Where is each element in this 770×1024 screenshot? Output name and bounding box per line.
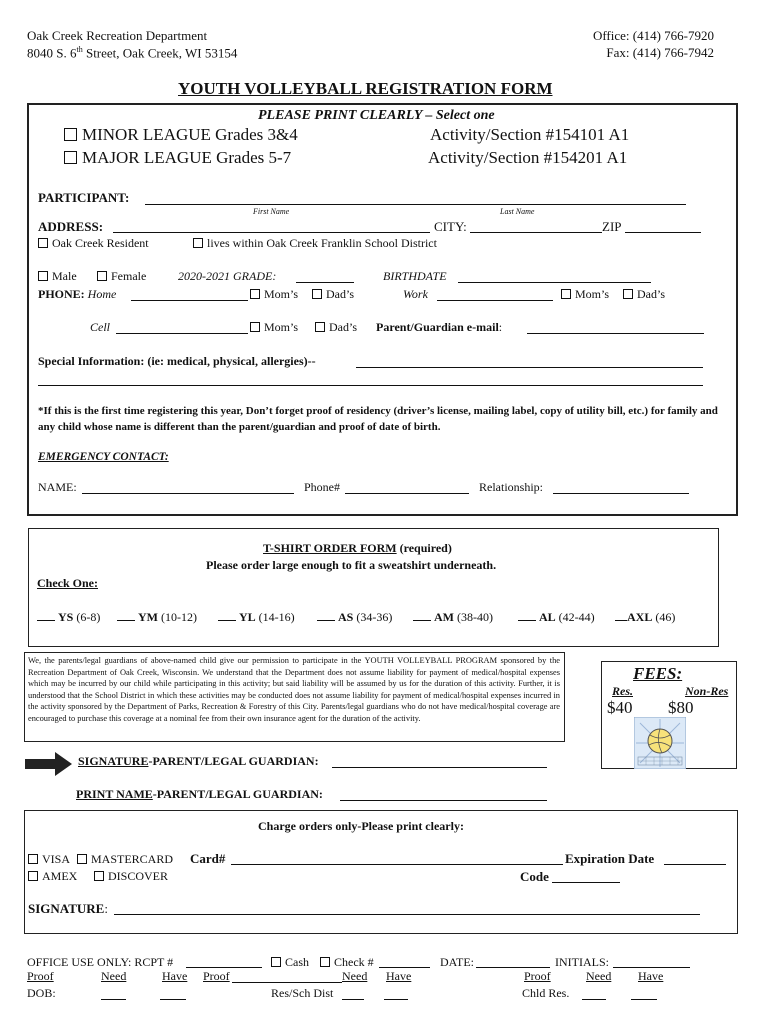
home-dad-option[interactable]: Dad’s [312, 287, 354, 302]
office-date-label: DATE: [440, 955, 474, 969]
chld-res-have-line [631, 999, 657, 1000]
dob-need-line [101, 999, 126, 1000]
charge-heading: Charge orders only-Please print clearly: [258, 819, 464, 833]
fax-number: Fax: (414) 766-7942 [606, 45, 714, 60]
special-info-line-1[interactable] [356, 367, 703, 368]
expiration-line[interactable] [664, 864, 726, 865]
office-use-label: OFFICE USE ONLY: RCPT # [27, 955, 174, 969]
need-label-1: Need [101, 969, 127, 983]
expiration-label: Expiration Date [565, 851, 655, 866]
grade-label: 2020-2021 GRADE: [178, 269, 277, 283]
size-yl-option[interactable]: YL (14-16) [218, 608, 295, 625]
office-date-line [476, 967, 550, 968]
minor-league-option[interactable]: MINOR LEAGUE Grades 3&4 [64, 125, 298, 145]
have-label-2: Have [386, 969, 412, 983]
amex-checkbox[interactable] [28, 871, 38, 881]
mastercard-option[interactable]: MASTERCARD [77, 852, 173, 867]
resident-checkbox[interactable] [38, 238, 48, 248]
home-mom-checkbox[interactable] [250, 289, 260, 299]
participant-label: PARTICIPANT: [38, 190, 130, 205]
office-phone: Office: (414) 766-7920 [592, 28, 714, 43]
work-mom-checkbox[interactable] [561, 289, 571, 299]
mastercard-checkbox[interactable] [77, 854, 87, 864]
res-sch-label: Res/Sch Dist [271, 986, 334, 1000]
zip-line[interactable] [625, 232, 701, 233]
emergency-heading: EMERGENCY CONTACT: [38, 451, 169, 463]
check-checkbox [320, 957, 330, 967]
emergency-phone-line[interactable] [345, 493, 469, 494]
check-number-line [379, 967, 430, 968]
fees-res-amount: $40 [607, 698, 633, 717]
minor-section: Activity/Section #154101 A1 [430, 125, 630, 144]
work-mom-option[interactable]: Mom’s [561, 287, 609, 302]
chld-res-need-line [582, 999, 606, 1000]
work-dad-checkbox[interactable] [623, 289, 633, 299]
signature-label: SIGNATURE-PARENT/LEGAL GUARDIAN: [78, 754, 319, 768]
grade-line[interactable] [296, 282, 354, 283]
size-axl-option[interactable]: AXL (46) [615, 608, 675, 625]
cell-dad-option[interactable]: Dad’s [315, 320, 357, 335]
fees-nonres-label: Non-Res [685, 684, 729, 698]
cell-phone-line[interactable] [116, 333, 248, 334]
female-option[interactable]: Female [97, 269, 146, 284]
chld-res-label: Chld Res. [522, 986, 570, 1000]
proof-underline [232, 982, 342, 983]
district-option[interactable]: lives within Oak Creek Franklin School District [193, 236, 437, 251]
female-checkbox[interactable] [97, 271, 107, 281]
email-label: Parent/Guardian e-mail: [376, 320, 503, 334]
dob-have-line [160, 999, 186, 1000]
male-option[interactable]: Male [38, 269, 77, 284]
initials-line [613, 967, 690, 968]
fees-res-label: Res. [612, 684, 633, 698]
need-label-2: Need [342, 969, 368, 983]
check-option: Check # [320, 955, 374, 970]
signature-line[interactable] [332, 767, 547, 768]
work-phone-line[interactable] [437, 300, 553, 301]
zip-label: ZIP [602, 219, 622, 234]
city-line[interactable] [470, 232, 602, 233]
size-ym-option[interactable]: YM (10-12) [117, 608, 197, 625]
major-section: Activity/Section #154201 A1 [428, 148, 628, 167]
select-note: PLEASE PRINT CLEARLY – Select one [258, 108, 495, 123]
proof-label-2: Proof [203, 969, 230, 983]
legal-text: We, the parents/legal guardians of above-named child give our permission to participate in the YOUTH VOLLEYBALL PROGRAM sponsored by the Recreation Department of Oak Creek, Wisconsin. We understand that the Department does not assume liability for payment of medical/hospital expenses which may be incurred by our child while participating in this activity; but said liability will be assumed by us for the duration of this activity. Further, it is understood that the School District in which these activities may be conducted does not assume liability for payment of medical/hospital expenses incurred in the activity sponsored by the Department of Parks, Recreation & Forestry of this City. Parents/legal guardians who do not have medical/hospital coverage are encouraged to purchase this coverage at a nominal fee from their own insurance agent for the duration of the activity. [28, 656, 560, 723]
receipt-line [186, 967, 262, 968]
tshirt-heading: T-SHIRT ORDER FORM (required) [263, 541, 452, 555]
special-info-line-2[interactable] [38, 385, 703, 386]
card-number-label: Card# [190, 851, 226, 866]
charge-signature-line[interactable] [114, 914, 700, 915]
arrow-right-icon [25, 751, 73, 777]
size-as-option[interactable]: AS (34-36) [317, 608, 392, 625]
print-name-label: PRINT NAME-PARENT/LEGAL GUARDIAN: [76, 787, 323, 801]
size-am-option[interactable]: AM (38-40) [413, 608, 493, 625]
proof-label-1: Proof [27, 969, 54, 983]
email-line[interactable] [527, 333, 704, 334]
participant-line[interactable] [145, 204, 686, 205]
tshirt-instruction: Please order large enough to fit a sweatshirt underneath. [206, 558, 497, 572]
special-info-label: Special Information: (ie: medical, physical, allergies)-- [38, 354, 316, 368]
emergency-name-label: NAME: [38, 480, 77, 494]
male-checkbox[interactable] [38, 271, 48, 281]
major-league-checkbox[interactable] [64, 151, 77, 164]
org-address: 8040 S. 6th Street, Oak Creek, WI 53154 [27, 45, 238, 61]
resident-option[interactable]: Oak Creek Resident [38, 236, 149, 251]
discover-checkbox[interactable] [94, 871, 104, 881]
work-dad-option[interactable]: Dad’s [623, 287, 665, 302]
form-title: YOUTH VOLLEYBALL REGISTRATION FORM [178, 79, 553, 98]
cell-dad-checkbox[interactable] [315, 322, 325, 332]
district-checkbox[interactable] [193, 238, 203, 248]
work-label: Work [403, 287, 428, 301]
emergency-relationship-label: Relationship: [479, 480, 543, 494]
home-mom-option[interactable]: Mom’s [250, 287, 298, 302]
city-label: CITY: [434, 219, 467, 234]
res-sch-have-line [384, 999, 408, 1000]
visa-option[interactable]: VISA [28, 852, 70, 867]
visa-checkbox[interactable] [28, 854, 38, 864]
cash-option: Cash [271, 955, 309, 970]
birthdate-label: BIRTHDATE [383, 269, 447, 283]
minor-league-checkbox[interactable] [64, 128, 77, 141]
code-line[interactable] [552, 882, 620, 883]
phone-label: PHONE: Home [38, 287, 117, 301]
initials-label: INITIALS: [555, 955, 609, 969]
res-sch-need-line [342, 999, 364, 1000]
card-number-line[interactable] [231, 864, 563, 865]
cell-label: Cell [90, 320, 110, 334]
emergency-name-line[interactable] [82, 493, 294, 494]
size-al-option[interactable]: AL (42-44) [518, 608, 595, 625]
need-label-3: Need [586, 969, 612, 983]
org-name: Oak Creek Recreation Department [27, 28, 208, 43]
fees-nonres-amount: $80 [668, 698, 694, 717]
have-label-3: Have [638, 969, 664, 983]
cell-mom-option[interactable]: Mom’s [250, 320, 298, 335]
home-phone-line[interactable] [131, 300, 248, 301]
print-name-line[interactable] [340, 800, 547, 801]
check-one-label: Check One: [37, 576, 98, 590]
emergency-phone-label: Phone# [304, 480, 340, 494]
volleyball-icon [634, 717, 686, 769]
home-dad-checkbox[interactable] [312, 289, 322, 299]
major-league-option[interactable]: MAJOR LEAGUE Grades 5-7 [64, 148, 291, 168]
cash-checkbox [271, 957, 281, 967]
have-label-1: Have [162, 969, 188, 983]
proof-label-3: Proof [524, 969, 551, 983]
cell-mom-checkbox[interactable] [250, 322, 260, 332]
last-name-hint: Last Name [500, 207, 535, 216]
address-line[interactable] [113, 232, 430, 233]
fees-heading: FEES: [633, 664, 683, 683]
amex-option[interactable]: AMEX [28, 869, 77, 884]
residency-note: *If this is the first time registering this year, Don’t forget proof of residency (driver’s license, mailing label, copy of utility bill, etc.) for family and any child whose name is different than the parent/guardian and proof of date of birth. [38, 405, 718, 433]
code-label: Code [520, 869, 549, 884]
first-name-hint: First Name [253, 207, 290, 216]
size-ys-option[interactable]: YS (6-8) [37, 608, 100, 625]
birthdate-line[interactable] [458, 282, 651, 283]
emergency-relationship-line[interactable] [553, 493, 689, 494]
dob-label: DOB: [27, 986, 56, 1000]
charge-signature-label: SIGNATURE: [28, 901, 108, 916]
address-label: ADDRESS: [38, 219, 104, 234]
discover-option[interactable]: DISCOVER [94, 869, 168, 884]
